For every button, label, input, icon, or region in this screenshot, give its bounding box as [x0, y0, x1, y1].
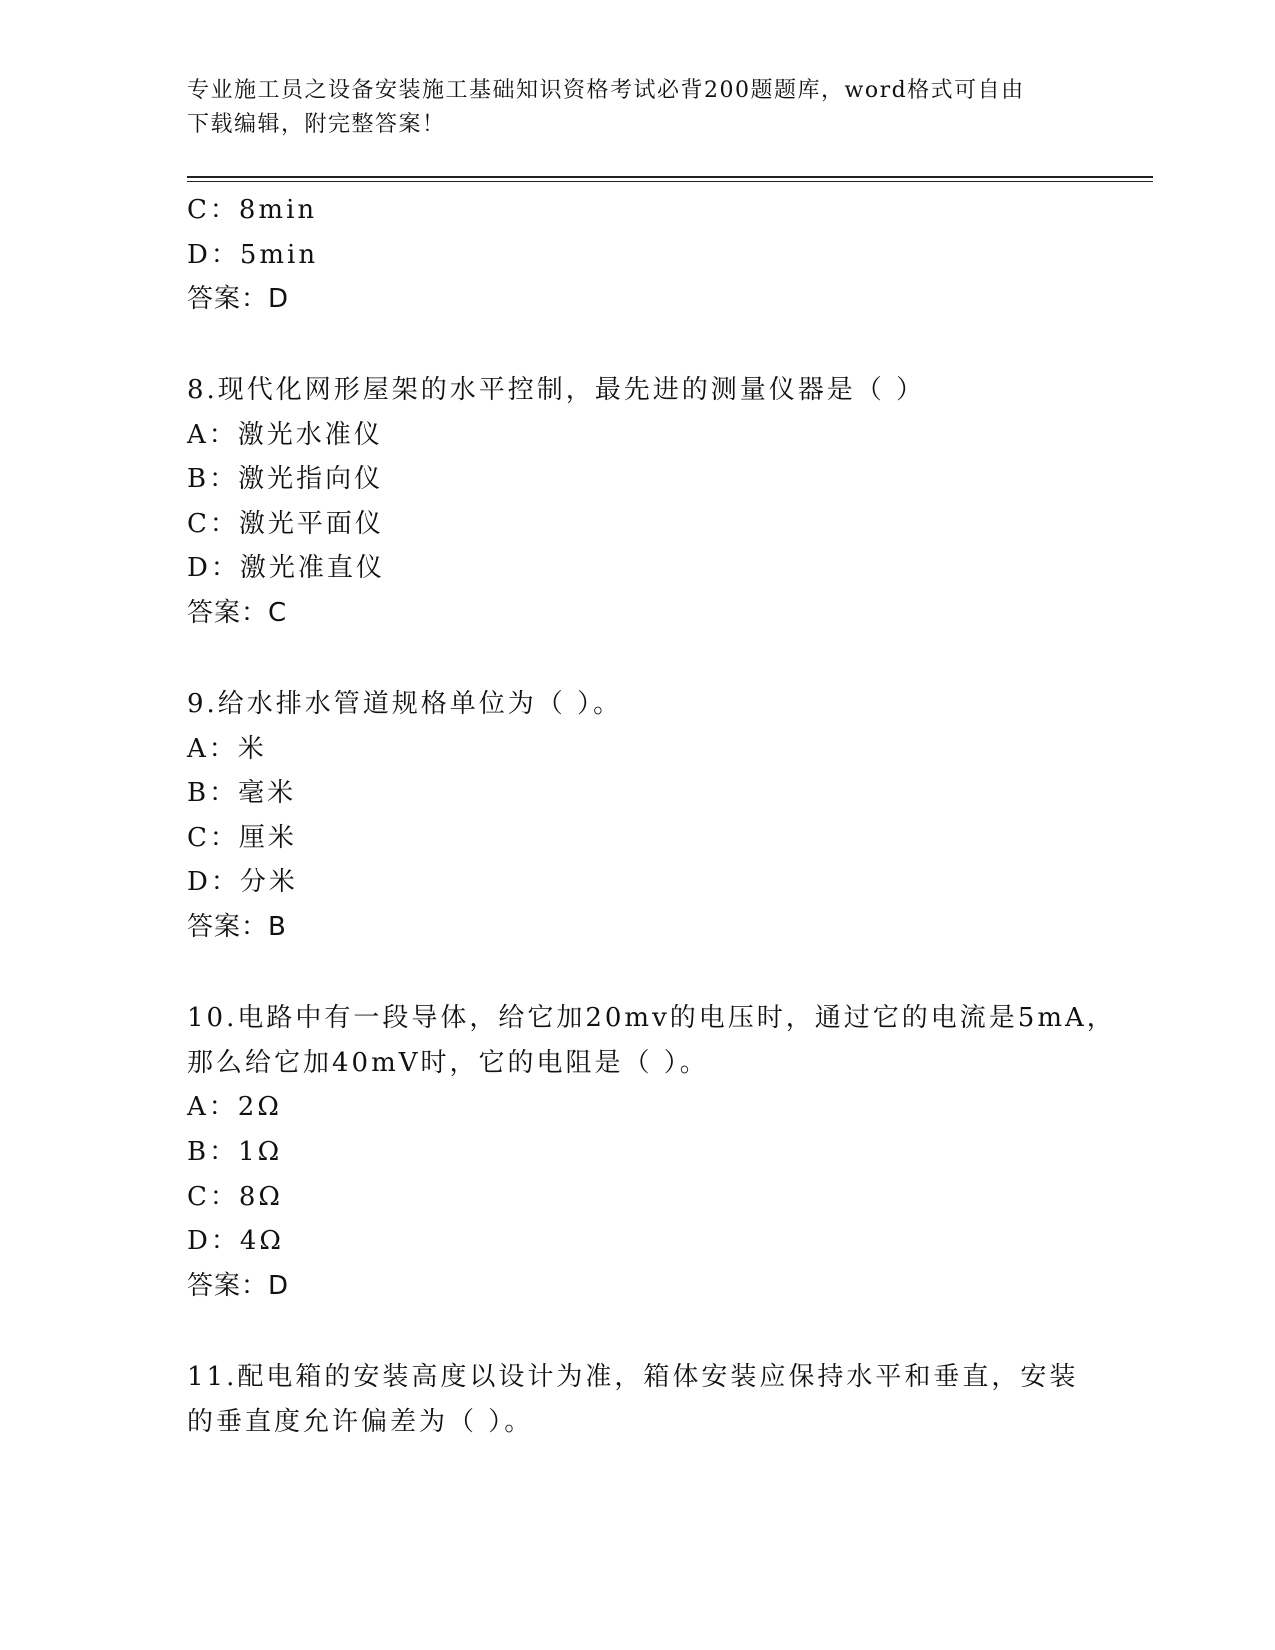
q9-option-a: A：米	[187, 734, 267, 764]
header-divider-thick	[187, 176, 1153, 178]
q8-option-a: A：激光水准仪	[187, 420, 383, 450]
q7-answer: 答案：D	[187, 284, 290, 314]
q10-option-a: A：2Ω	[187, 1092, 282, 1122]
q9-question: 9.给水排水管道规格单位为（ ）。	[187, 689, 623, 719]
q10-question-line-1: 10.电路中有一段导体，给它加20mv的电压时，通过它的电流是5mA，	[187, 1003, 1116, 1033]
q10-question-line-2: 那么给它加40mV时，它的电阻是（ ）。	[187, 1048, 709, 1078]
q8-option-b: B：激光指向仪	[187, 464, 384, 494]
q8-question: 8.现代化网形屋架的水平控制，最先进的测量仪器是（ ）	[187, 375, 926, 405]
header-line-2: 下载编辑，附完整答案！	[187, 112, 446, 137]
q9-option-b: B：毫米	[187, 778, 297, 808]
q9-answer: 答案：B	[187, 912, 287, 942]
q11-question-line-1: 11.配电箱的安装高度以设计为准，箱体安装应保持水平和垂直，安装	[187, 1362, 1079, 1392]
header-divider-thin	[187, 181, 1153, 182]
q11-question-line-2: 的垂直度允许偏差为（ ）。	[187, 1407, 534, 1437]
q10-option-d: D：4Ω	[187, 1226, 284, 1256]
q7-option-d: D：5min	[187, 240, 319, 270]
q9-option-c: C：厘米	[187, 823, 297, 853]
header-line-1: 专业施工员之设备安装施工基础知识资格考试必背200题题库，word格式可自由	[187, 78, 1025, 103]
q8-answer: 答案：C	[187, 598, 288, 628]
document-header	[187, 74, 1087, 142]
q10-answer: 答案：D	[187, 1271, 290, 1301]
q9-option-d: D：分米	[187, 867, 298, 897]
q10-option-c: C：8Ω	[187, 1182, 283, 1212]
q7-option-c: C：8min	[187, 195, 318, 225]
q8-option-c: C：激光平面仪	[187, 509, 384, 539]
q8-option-d: D：激光准直仪	[187, 553, 385, 583]
q10-option-b: B：1Ω	[187, 1137, 283, 1167]
